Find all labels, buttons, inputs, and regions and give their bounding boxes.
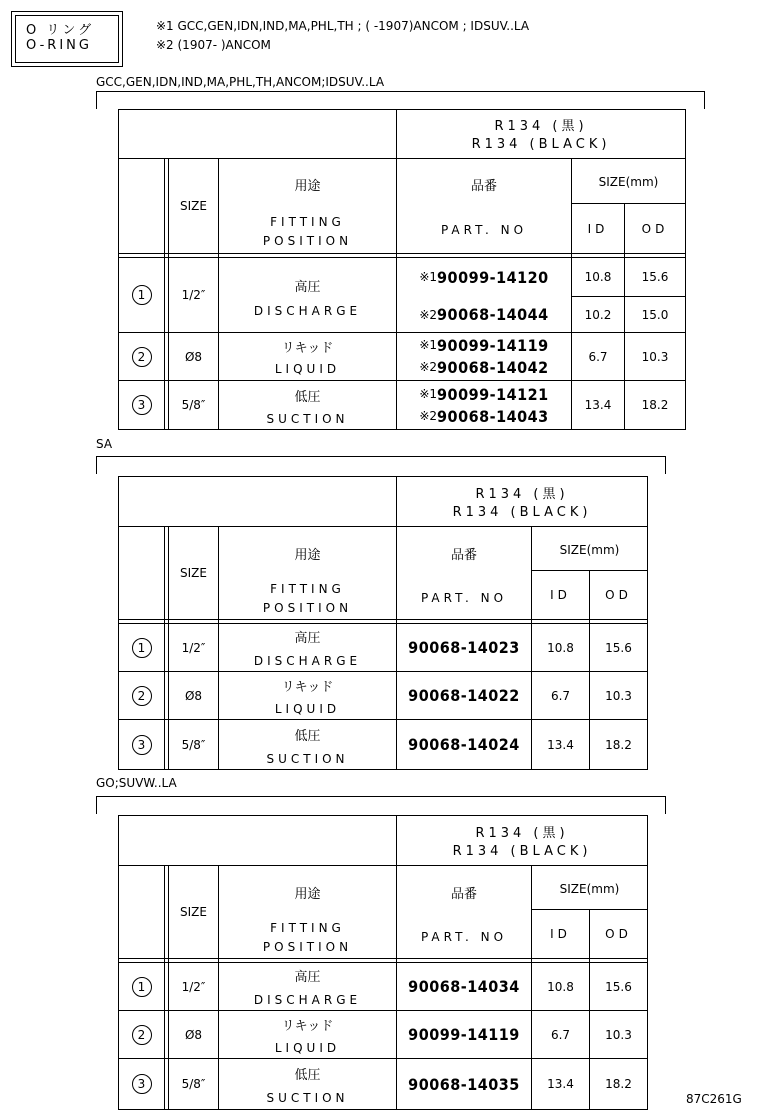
row-3-use-en: SUCTION — [266, 752, 349, 766]
section-3-bracket — [96, 796, 666, 814]
use-en2-header: POSITION — [262, 940, 353, 954]
row-3-id: 13.4 — [547, 1077, 574, 1091]
use-en2-header: POSITION — [262, 601, 353, 615]
row-1-id-a: 10.8 — [584, 270, 612, 284]
row-3-part-b: ※2 90068-14043 — [419, 406, 549, 426]
r134-en: R134 (BLACK) — [471, 136, 611, 152]
row-3-use-en: SUCTION — [266, 412, 349, 426]
size-mm-header: SIZE(mm) — [598, 175, 659, 189]
section-2-label: SA — [96, 437, 113, 451]
legend-jp: O リング — [26, 23, 95, 38]
row-1-use-en: DISCHARGE — [253, 993, 362, 1007]
row-2-use-en: LIQUID — [274, 362, 341, 376]
row-3-use-jp: 低圧 — [294, 728, 321, 744]
row-1-number: 1 — [119, 624, 164, 671]
od-header: OD — [605, 927, 632, 941]
size-mm-header: SIZE(mm) — [559, 543, 620, 557]
row-1-size: 1/2″ — [181, 288, 206, 302]
row-1-size: 1/2″ — [181, 640, 206, 655]
row-2-part: 90068-14022 — [408, 686, 520, 705]
id-header: ID — [550, 588, 571, 602]
row-1-use-jp: 高圧 — [294, 969, 321, 985]
row-1-use-jp: 高圧 — [294, 279, 321, 295]
row-2-part-a: ※1 90099-14119 — [419, 335, 549, 355]
row-1-part-b: ※2 90068-14044 — [419, 305, 549, 324]
row-3-id: 13.4 — [584, 398, 612, 412]
row-1-number: 1 — [119, 963, 164, 1010]
row-1-part: 90068-14023 — [408, 638, 520, 657]
row-1-od: 15.6 — [605, 640, 632, 655]
row-3-od: 18.2 — [605, 737, 632, 752]
row-3-size: 5/8″ — [181, 1077, 206, 1091]
section-1-bracket — [96, 91, 705, 109]
row-2-number: 2 — [119, 672, 164, 719]
row-3-use-en: SUCTION — [266, 1091, 349, 1105]
row-2-id: 6.7 — [550, 688, 571, 703]
part-jp-header: 品番 — [450, 547, 477, 563]
row-2-size: Ø8 — [184, 688, 203, 703]
row-1-od-b: 15.0 — [641, 307, 669, 322]
use-jp-header: 用途 — [294, 886, 321, 902]
legend-box — [11, 11, 123, 67]
row-2-number: 2 — [119, 333, 164, 380]
part-jp-header: 品番 — [470, 178, 497, 194]
row-1-use-jp: 高圧 — [294, 630, 321, 646]
use-jp-header: 用途 — [294, 547, 321, 563]
use-en1-header: FITTING — [270, 215, 345, 229]
row-1-id-b: 10.2 — [584, 307, 612, 322]
row-2-use-en: LIQUID — [274, 702, 341, 716]
size-header: SIZE — [180, 904, 207, 919]
r134-jp: R134 (黒) — [494, 118, 588, 134]
row-3-part: 90068-14035 — [408, 1074, 520, 1094]
row-3-size: 5/8″ — [181, 398, 206, 412]
legend-en: O-RING — [26, 38, 92, 53]
r134-en: R134 (BLACK) — [452, 504, 592, 520]
r134-en: R134 (BLACK) — [452, 843, 592, 859]
use-jp-header: 用途 — [294, 178, 321, 194]
part-en-header: PART. NO — [420, 930, 508, 944]
row-2-use-jp: リキッド — [281, 340, 334, 356]
note-1: ※1 GCC,GEN,IDN,IND,MA,PHL,TH ; ( -1907)ANCOM ; IDSUV..LA — [156, 19, 530, 33]
row-3-number: 3 — [119, 720, 164, 769]
row-2-part-b: ※2 90068-14042 — [419, 357, 549, 377]
row-1-size: 1/2″ — [181, 979, 206, 994]
row-3-part: 90068-14024 — [408, 735, 520, 754]
row-1-od: 15.6 — [605, 979, 632, 994]
row-3-od: 18.2 — [605, 1077, 632, 1091]
row-2-use-jp: リキッド — [281, 679, 334, 695]
id-header: ID — [550, 927, 571, 941]
use-en1-header: FITTING — [270, 582, 345, 596]
row-3-id: 13.4 — [547, 737, 574, 752]
section-2-bracket — [96, 456, 666, 474]
size-header: SIZE — [180, 565, 207, 580]
row-2-od: 10.3 — [605, 688, 632, 703]
row-1-part-a: ※1 90099-14120 — [419, 267, 549, 287]
row-3-use-jp: 低圧 — [294, 389, 321, 405]
section-1-table — [118, 109, 686, 430]
row-3-od: 18.2 — [641, 398, 669, 412]
row-1-number: 1 — [119, 258, 164, 332]
row-2-part: 90099-14119 — [408, 1025, 520, 1044]
row-3-part-a: ※1 90099-14121 — [419, 384, 549, 404]
row-1-od-a: 15.6 — [641, 270, 669, 284]
od-header: OD — [605, 588, 632, 602]
section-1-label: GCC,GEN,IDN,IND,MA,PHL,TH,ANCOM;IDSUV..LA — [96, 75, 385, 89]
row-1-use-en: DISCHARGE — [253, 304, 362, 318]
row-1-part: 90068-14034 — [408, 977, 520, 996]
row-1-id: 10.8 — [547, 979, 574, 994]
row-2-id: 6.7 — [588, 349, 608, 364]
row-1-use-en: DISCHARGE — [253, 654, 362, 668]
section-3-label: GO;SUVW..LA — [96, 776, 177, 790]
row-2-od: 10.3 — [605, 1027, 632, 1042]
section-2-table — [118, 476, 648, 770]
use-en1-header: FITTING — [270, 921, 345, 935]
part-jp-header: 品番 — [450, 886, 477, 902]
id-header: ID — [587, 221, 609, 236]
row-2-size: Ø8 — [184, 1027, 203, 1042]
od-header: OD — [641, 221, 669, 236]
row-3-number: 3 — [119, 381, 164, 429]
size-header: SIZE — [180, 198, 207, 213]
row-2-use-jp: リキッド — [281, 1018, 334, 1034]
section-3-table — [118, 815, 648, 1110]
row-2-od: 10.3 — [641, 349, 669, 364]
row-1-id: 10.8 — [547, 640, 574, 655]
note-2: ※2 (1907- )ANCOM — [156, 38, 271, 52]
row-2-id: 6.7 — [550, 1027, 571, 1042]
r134-jp: R134 (黒) — [475, 825, 569, 841]
r134-jp: R134 (黒) — [475, 486, 569, 502]
figure-code: 87C261G — [686, 1092, 742, 1106]
size-mm-header: SIZE(mm) — [559, 882, 620, 896]
row-2-number: 2 — [119, 1011, 164, 1058]
use-en2-header: POSITION — [262, 234, 353, 248]
row-3-size: 5/8″ — [181, 737, 206, 752]
row-3-use-jp: 低圧 — [294, 1067, 321, 1083]
row-3-number: 3 — [119, 1059, 164, 1109]
part-en-header: PART. NO — [420, 591, 508, 605]
row-2-use-en: LIQUID — [274, 1041, 341, 1055]
row-2-size: Ø8 — [184, 349, 203, 364]
part-en-header: PART. NO — [440, 223, 528, 237]
